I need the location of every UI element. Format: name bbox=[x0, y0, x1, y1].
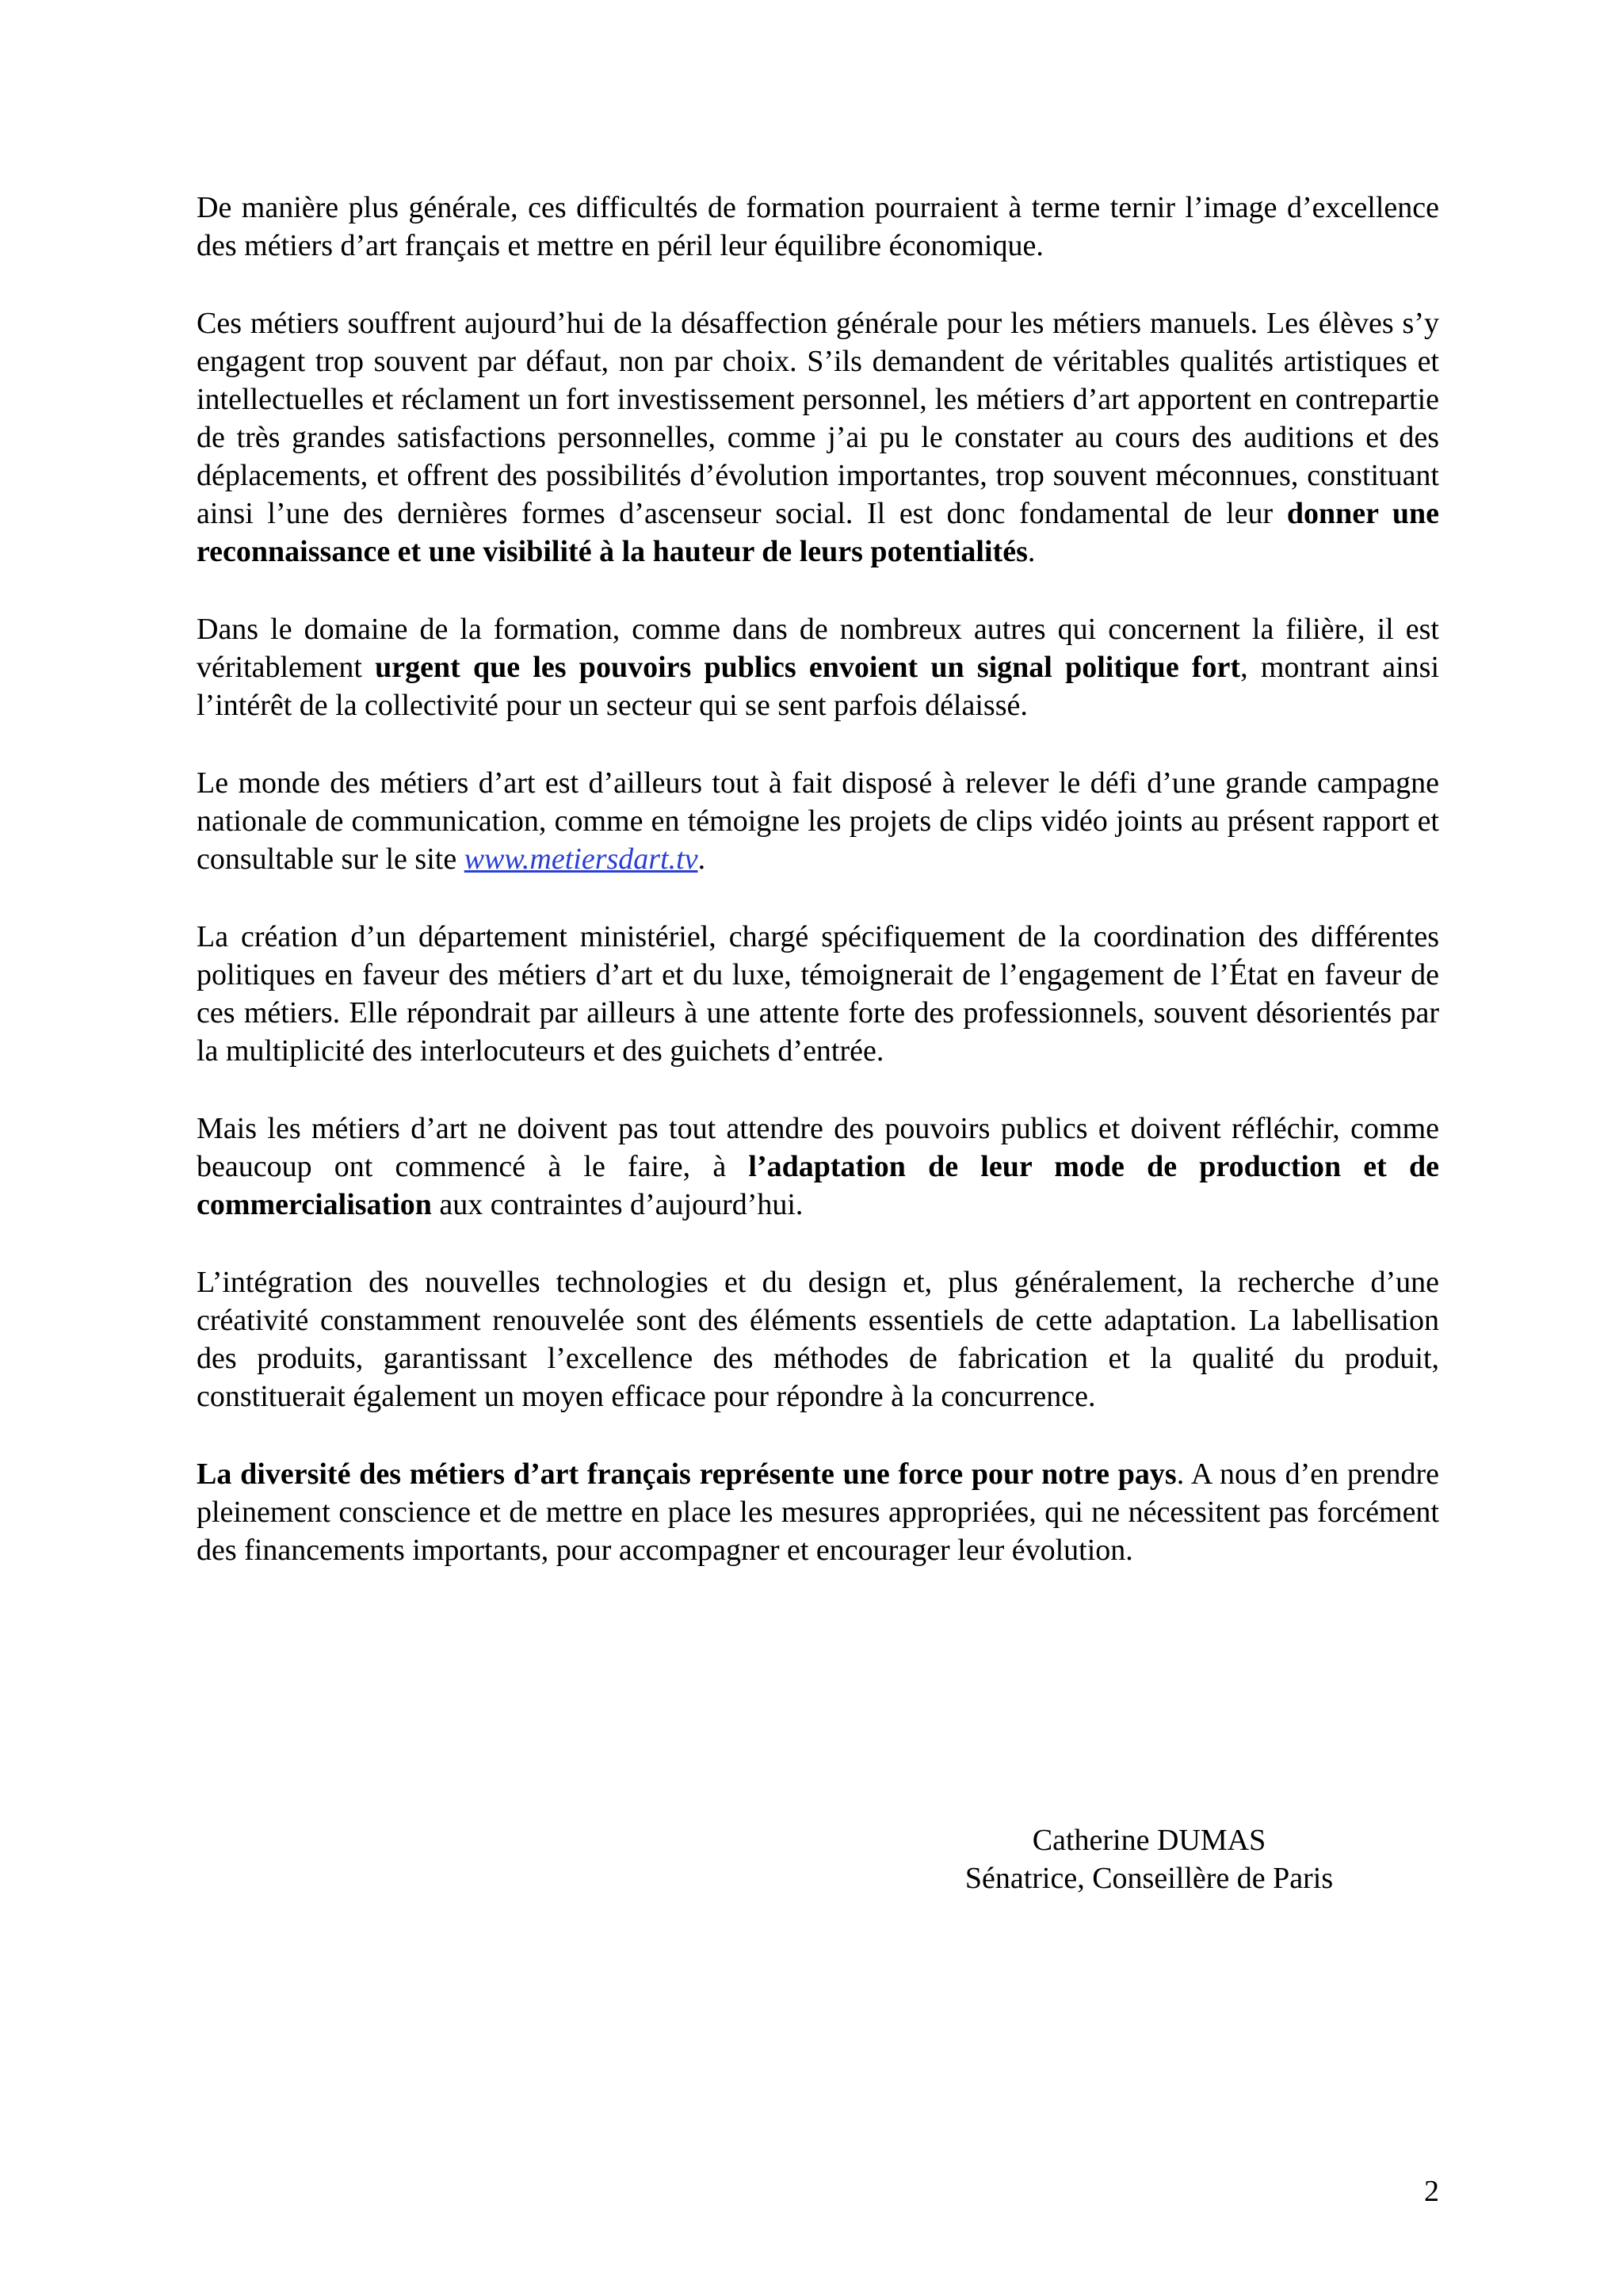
signatory-title: Sénatrice, Conseillère de Paris bbox=[964, 1862, 1334, 1895]
bold-emphasis: urgent que les pouvoirs publics envoient un signal politique fort bbox=[375, 651, 1241, 684]
paragraph-3 bbox=[197, 610, 1439, 724]
bold-emphasis: donner une reconnaissance et une visibilité à la hauteur de leurs potentialités bbox=[197, 497, 1439, 568]
paragraph-1 bbox=[197, 189, 1439, 265]
text-span: L’intégration des nouvelles technologies et du design et, plus généralement, la recherche d’une créativité constamment renouvelée sont des éléments essentiels de cette adaptation. La labellisation des produits, garantissant l’excellence des méthodes de fabrication et la qualité du produit, constituerait également un moyen efficace pour répondre à la concurrence. bbox=[197, 1266, 1439, 1413]
body-text bbox=[197, 189, 1439, 1609]
text-span: Le monde des métiers d’art est d’ailleurs tout à fait disposé à relever le défi d’une grande campagne nationale de communication, comme en témoigne les projets de clips vidéo joints au présent rapport et consultable sur le site bbox=[197, 766, 1439, 876]
signature-block bbox=[872, 1821, 1426, 1897]
paragraph-7 bbox=[197, 1263, 1439, 1415]
text-span: , montrant ainsi l’intérêt de la collectivité pour un secteur qui se sent parfois délaissé. bbox=[197, 651, 1440, 722]
paragraph-2 bbox=[197, 304, 1439, 571]
text-span: Dans le domaine de la formation, comme dans de nombreux autres qui concernent la filière, il est véritablement bbox=[197, 613, 1439, 684]
text-span: . A nous d’en prendre pleinement conscience et de mettre en place les mesures appropriées, qui ne nécessitent pas forcément des financements importants, pour accompagner et encourager leur évolution. bbox=[197, 1457, 1439, 1567]
text-span: La création d’un département ministériel, chargé spécifiquement de la coordination des différentes politiques en faveur des métiers d’art et du luxe, témoignerait de l’engagement de l’État en faveur de ces métiers. Elle répondrait par ailleurs à une attente forte des professionnels, souvent désorientés par la multiplicité des interlocuteurs et des guichets d’entrée. bbox=[197, 920, 1439, 1068]
text-span: Ces métiers souffrent aujourd’hui de la désaffection générale pour les métiers manuels. Les élèves s’y engagent trop souvent par défaut, non par choix. S’ils demandent de véritables qualités artistiques et intellectuelles et réclament un fort investissement personnel, les métiers d’art apportent en contrepartie de très grandes satisfactions personnelles, comme j’ai pu le constater au cours des auditions et des déplacements, et offrent des possibilités d’évolution importantes, trop souvent méconnues, constituant ainsi l’une des dernières formes d’ascenseur social. Il est donc fondamental de leur bbox=[197, 307, 1439, 530]
paragraph-5 bbox=[197, 918, 1439, 1070]
text-span: De manière plus générale, ces difficultés de formation pourraient à terme ternir l’image d’excellence des métiers d’art français et mettre en péril leur équilibre économique. bbox=[197, 191, 1439, 262]
text-span: . bbox=[697, 842, 706, 876]
signatory-name: Catherine DUMAS bbox=[1032, 1824, 1266, 1857]
paragraph-6 bbox=[197, 1110, 1439, 1224]
paragraph-4 bbox=[197, 764, 1439, 878]
text-span: aux contraintes d’aujourd’hui. bbox=[431, 1188, 804, 1221]
website-link[interactable]: www.metiersdart.tv bbox=[464, 842, 698, 876]
text-span: . bbox=[1027, 535, 1036, 568]
page-number: 2 bbox=[1424, 2175, 1439, 2208]
paragraph-8 bbox=[197, 1455, 1439, 1569]
bold-emphasis: l’adaptation de leur mode de production et de commercialisation bbox=[197, 1150, 1439, 1221]
text-span: Mais les métiers d’art ne doivent pas tout attendre des pouvoirs publics et doivent réfléchir, comme beaucoup ont commencé à le faire, à bbox=[197, 1112, 1439, 1183]
bold-emphasis: La diversité des métiers d’art français représente une force pour notre pays bbox=[197, 1457, 1177, 1491]
